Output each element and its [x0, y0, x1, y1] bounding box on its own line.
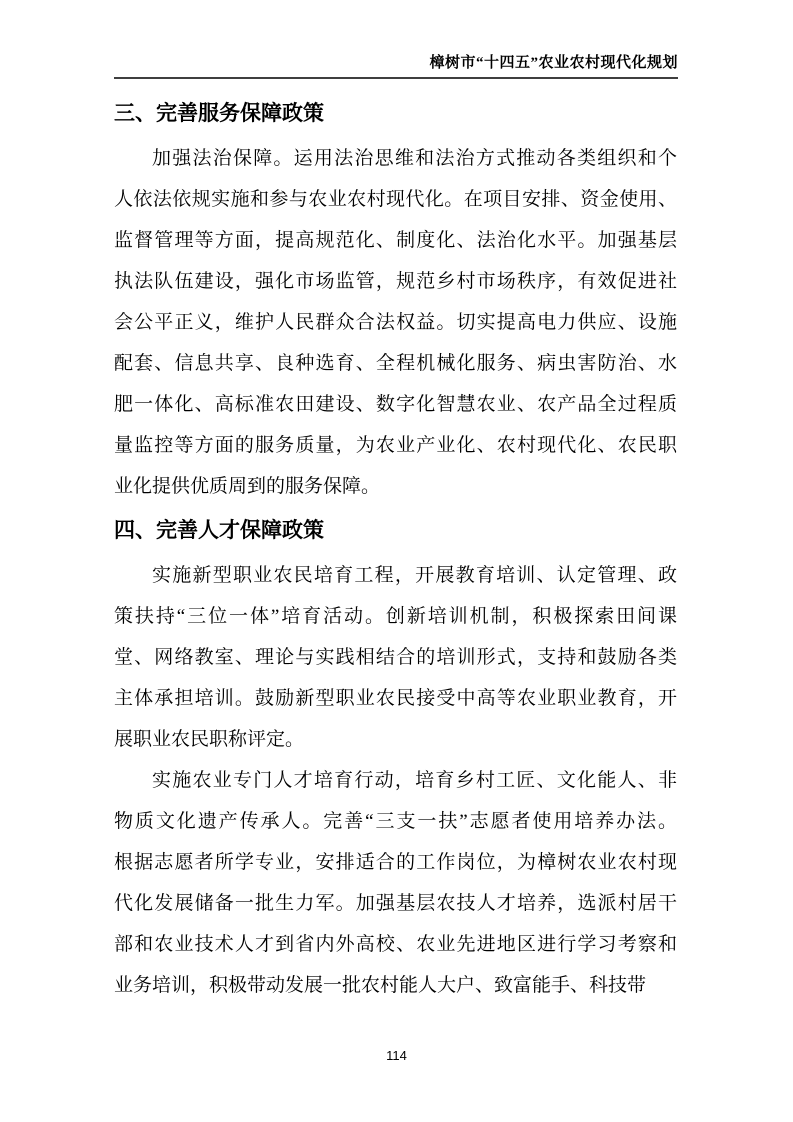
paragraph-line: 展职业农民职称评定。: [114, 729, 305, 750]
paragraph-line: 加强法治保障。运用法治思维和法治方式推动各类组织和个: [152, 148, 677, 169]
paragraph-line: 业务培训，积极带动发展一批农村能人大户、致富能手、科技带: [114, 975, 647, 996]
paragraph-line: 根据志愿者所学专业，安排适合的工作岗位，为樟树农业农村现: [114, 852, 677, 873]
paragraph-line: 代化发展储备一批生力军。加强基层农技人才培养，选派村居干: [114, 893, 677, 914]
page-header-title: 樟树市“十四五”农业农村现代化规划: [114, 53, 678, 79]
paragraph-line: 策扶持“三位一体”培育活动。创新培训机制，积极探索田间课: [114, 606, 677, 627]
paragraph-line: 物质文化遗产传承人。完善“三支一扶”志愿者使用培养办法。: [114, 811, 677, 832]
section-heading: 四、完善人才保障政策: [114, 518, 324, 542]
paragraph-line: 肥一体化、高标准农田建设、数字化智慧农业、农产品全过程质: [114, 394, 677, 415]
paragraph: [114, 760, 677, 1006]
paragraph-line: 实施农业专门人才培育行动，培育乡村工匠、文化能人、非: [152, 770, 677, 791]
paragraph-line: 主体承担培训。鼓励新型职业农民接受中高等农业职业教育，开: [114, 688, 677, 709]
document-body: [114, 0, 677, 1006]
paragraph-line: 执法队伍建设，强化市场监管，规范乡村市场秩序，有效促进社: [114, 271, 677, 292]
paragraph-line: 配套、信息共享、良种选育、全程机械化服务、病虫害防治、水: [114, 353, 677, 374]
page-number: 114: [386, 1048, 407, 1063]
paragraph-line: 监督管理等方面，提高规范化、制度化、法治化水平。加强基层: [114, 230, 677, 251]
paragraph-line: 堂、网络教室、理论与实践相结合的培训形式，支持和鼓励各类: [114, 647, 677, 668]
paragraph-line: 会公平正义，维护人民群众合法权益。切实提高电力供应、设施: [114, 312, 677, 333]
paragraph-line: 人依法依规实施和参与农业农村现代化。在项目安排、资金使用、: [114, 189, 677, 210]
paragraph: [114, 555, 677, 760]
paragraph-line: 量监控等方面的服务质量，为农业产业化、农村现代化、农民职: [114, 435, 677, 456]
paragraph-line: 实施新型职业农民培育工程，开展教育培训、认定管理、政: [152, 565, 677, 586]
paragraph-line: 部和农业技术人才到省内外高校、农业先进地区进行学习考察和: [114, 934, 677, 955]
paragraph-line: 业化提供优质周到的服务保障。: [114, 476, 381, 497]
paragraph: [114, 138, 677, 507]
section-heading: 三、完善服务保障政策: [114, 101, 324, 125]
